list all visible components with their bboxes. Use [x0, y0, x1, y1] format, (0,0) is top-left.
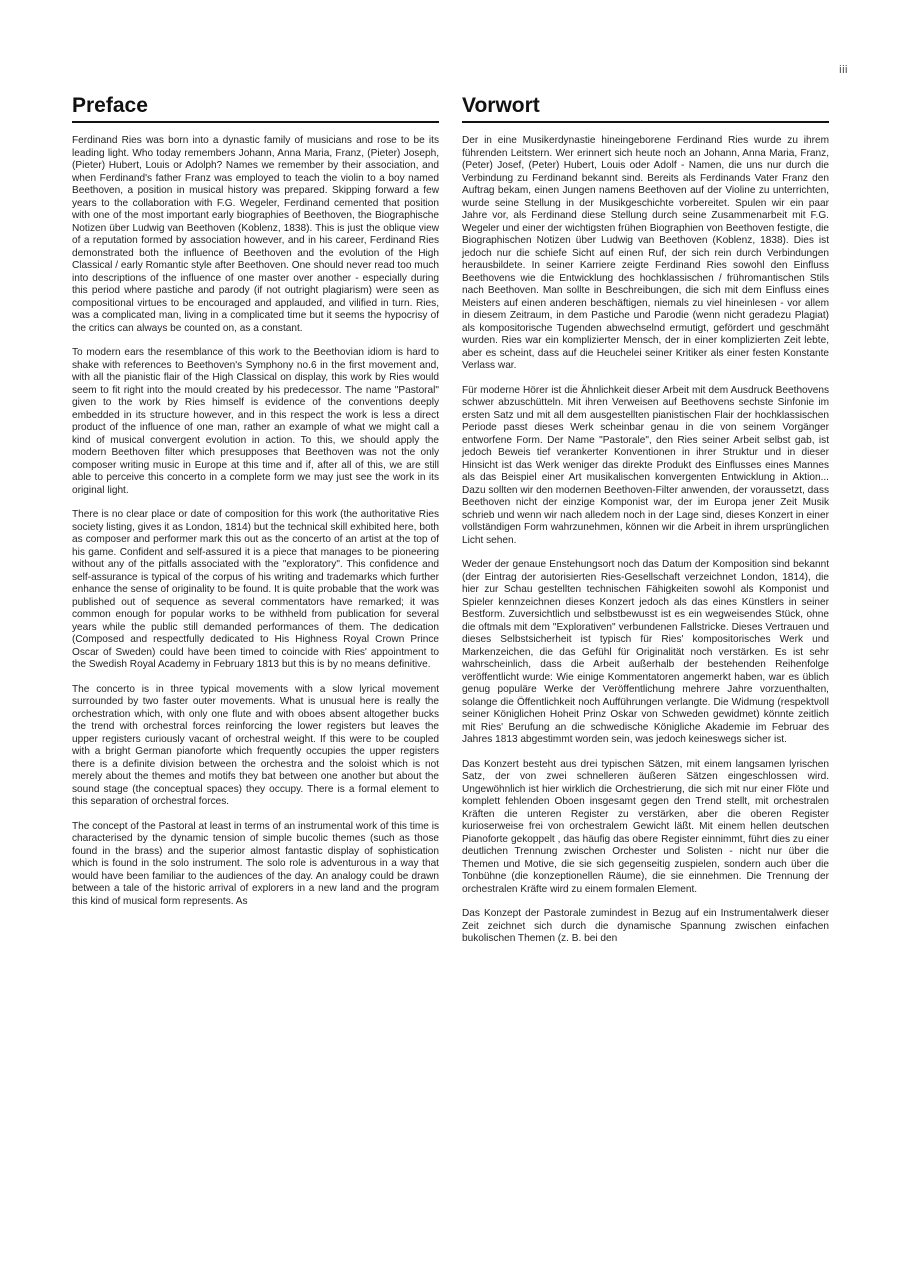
vorwort-paragraph-2: Für moderne Hörer ist die Ähnlichkeit dieser Arbeit mit dem Ausdruck Beethovens schwer abzuschütteln. Mit ihren Verweisen auf Beethovens sechste Sinfonie im ersten Satz und mit all dem ausgestellten pianistischen Flair der hochklassischen Periode passt dieses Werk scheinbar genau in die von seinem Vorgänger entworfene Form. Der Name "Pastorale", den Ries seiner Arbeit selbst gab, ist jedoch Beweis tief verankerter Konventionen in ihrer Struktur und in dieser Hinsicht ist das Werk weniger das direkte Produkt des Einflusses eines Mannes als das Beispiel einer Art musikalischen konvergenten Entwicklung in Aktion... Dazu sollten wir den modernen Beethoven-Filter anwenden, der voraussetzt, dass Beethoven nicht der einzige Komponist war, der im Europa jener Zeit Musik schrieb und wenn wir nach alledem noch in der Lage sind, dieses Konzert in einer vollständigen Form wahrzunehmen, können wir die Arbeit in ihrem ursprünglichen Licht sehen.	[462, 384, 829, 546]
preface-paragraph-4: The concerto is in three typical movements with a slow lyrical movement surrounded by two faster outer movements. What is unusual here is really the orchestration which, with only one flute and with oboes absent altogether bucks the trend with orchestral forces reinforcing the lower registers but leaves the upper registers curiously vacant of orchestral weight. If this were to be coupled with a bright German pianoforte which frequently occupies the upper registers there is a definite division between the orchestra and the soloist which is not merely about the themes and motifs they bat between one another but about the sound stage (the conceptual spaces) they occupy. There is a formal element to this separation of orchestral forces.	[72, 683, 439, 807]
preface-paragraph-3: There is no clear place or date of composition for this work (the authoritative Ries society listing, gives it as London, 1814) but the technical skill exhibited here, both as composer and performer mark this out as the concerto of an artist at the top of his game. Confident and self-assured it is a piece that manages to be pioneering without any of the pitfalls associated with the "exploratory". This confidence and self-assurance is typical of the corpus of his writing and trademarks which further enhance the sense of originality to be found. It is quite probable that the work was published out of sequence as several commentators have remarked; it was common enough for popular works to be withheld from publication for several years while the public still demanded performances of them. The dedication (Composed and respectfully dedicated to His Highness Royal Crown Prince Oscar of Sweden) could have been timed to coincide with Ries' appointment to the Swedish Royal Academy in February 1813 but this is by no means definitive.	[72, 509, 439, 670]
vorwort-paragraph-3: Weder der genaue Enstehungsort noch das Datum der Komposition sind bekannt (der Eintrag der autorisierten Ries-Gesellschaft verzeichnet London, 1814), die hier zur Schau gestellten technischen Fähigkeiten sowohl als Komponist und Spieler kennzeichnen dieses Konzert jedoch als das eines Künstlers in seiner Bestform. Zuversichtlich und selbstbewusst ist es ein wegweisendes Stück, ohne die oftmals mit dem "Explorativen" verbundenen Fallstricke. Dieses Vertrauen und dieses Selbstsicherheit ist typisch für Ries' kompositorisches Werk und Markenzeichen, die das Gefühl für Originalität noch verstärken. Es ist sehr wahrscheinlich, dass die Arbeit außerhalb der bestehenden Reihenfolge veröffentlicht wurde: Wie einige Kommentatoren angemerkt haben, war es üblich genug populäre Werke der Veröffentlichung mehrere Jahre vorzuenthalten, solange die Öffentlichkeit noch Aufführungen verlangte. Die Widmung (respektvoll seiner Königlichen Hoheit Prinz Oskar von Schweden gewidmet) könnte zeitlich mit Ries' Berufung an die schwedische Königliche Akademie im Februar des Jahres 1813 abgestimmt worden sein, was jedoch keineswegs sicher ist.	[462, 559, 829, 745]
vorwort-column	[462, 94, 829, 958]
vorwort-paragraph-1: Der in eine Musikerdynastie hineingeborene Ferdinand Ries wurde zu ihrem führenden Leitstern. Wer erinnert sich heute noch an Johann, Anna Maria, Franz, (Peter) Josef, (Peter) Hubert, Louis oder Adolf - Namen, die uns nur durch die Verbindung zu Ferdinand bekannt sind. Bereits als Ferdinands Vater Franz den Auftrag bekam, einen Jungen namens Beethoven auf der Violine zu unterrichten, wurde seine Stellung in der Musikgeschichte vorbereitet. Spulen wir ein paar Jahre vor, als Ferdinand diese Stellung durch seine Zusammenarbeit mit F.G. Wegeler und einer der wichtigsten frühen Biographien von Beethoven festigte, die Biographischen Notizen über Ludwig van Beethoven (Koblenz, 1838). Dies ist jedoch nur die schiefe Sicht auf einen Ruf, der sich rein durch Verbindungen herausbildete. In seiner Karriere zeigte Ferdinand Ries sowohl den Einfluss Beethovens wie die Entwicklung des hochklassischen / frühromantischen Stils nach Beethoven. Man sollte in Beschreibungen, die sich mit dem Einfluss eines Meisters auf einen anderen beschäftigen, niemals zu viel hineinlesen - vor allem in diesem Zeitraum, in dem Pastiche und Parodie (wenn nicht geradezu Plagiat) als kompositorische Tugenden abwechselnd ermutigt, gefördert und geschmäht wurden. Ries war ein komplizierter Mensch, der in einer komplizierten Zeit lebte, aber es scheint, dass auf die Heuchelei seiner Kritiker als einer festen Konstante Verlass war.	[462, 135, 829, 371]
vorwort-body	[462, 135, 829, 946]
preface-column	[72, 94, 439, 920]
preface-paragraph-5: The concept of the Pastoral at least in terms of an instrumental work of this time is characterised by the dynamic tension of simple bucolic themes (such as those found in the brass) and the superior almost fantastic display of sophistication which is found in the solo instrument. The solo role is adventurous in a way that would have been familiar to the audiences of the day. An analogy could be drawn between a tale of the historic arrival of explorers in a new land and the program this kind of musical form represents. As	[72, 820, 439, 907]
vorwort-heading: Vorwort	[462, 94, 829, 123]
preface-heading: Preface	[72, 94, 439, 123]
vorwort-paragraph-4: Das Konzert besteht aus drei typischen Sätzen, mit einem langsamen lyrischen Satz, der von zwei schnelleren äußeren Sätzen eingeschlossen wird. Ungewöhnlich ist hier wirklich die Orchestrierung, die sich mit nur einer Flöte und komplett fehlenden Oboen insgesamt gegen den Trend stellt, mit orchestralen Kräften die unteren Register zu verstärken, aber die oberen Register kurioserweise frei von orchestralem Gewicht läßt. Mit einem hellen deutschen Pianoforte gekoppelt , das häufig das obere Register einnimmt, führt dies zu einer deutlichen Trennung zwischen Orchester und Solisten - nicht nur über die Themen und Motive, die sie sich gegenseitig zuspielen, sondern auch über die Tonbühne (die konzeptionellen Räume), die sie einnehmen. Die Trennung der orchestralen Kräfte wird zu einem formalen Element.	[462, 758, 829, 895]
preface-paragraph-1: Ferdinand Ries was born into a dynastic family of musicians and rose to be its leading light. Who today remembers Johann, Anna Maria, Franz, (Pieter) Joseph, (Pieter) Hubert, Louis or Adolph? Names we remember by their association, and when Ferdinand's father Franz was employed to teach the violin to a boy named Beethoven, a position in musical history was prepared. Skipping forward a few years to the collaboration with F.G. Wegeler, Ferdinand cemented that position with one of the most important early biographies of Beethoven, the Biographische Notizen über Ludwig van Beethoven (Koblenz, 1838). This is just the oblique view of a reputation formed by association however, and in his career, Ferdinand Ries demonstrated both the influence of Beethoven and the evolution of the High Classical / early Romantic style after Beethoven. One should never read too much into descriptions of the influence of one master over another - especially during this period where pastiche and parody (if not outright plagiarism) were seen as compositional virtues to be encouraged and applauded, and vilified in turn. Ries, was a complicated man, living in a complicated time but it seems the hypocrisy of the critics can always be counted on, as a constant.	[72, 135, 439, 334]
vorwort-paragraph-5: Das Konzept der Pastorale zumindest in Bezug auf ein Instrumentalwerk dieser Zeit zeichnet sich durch die dynamische Spannung zwischen einfachen bukolischen Themen (z. B. bei den	[462, 908, 829, 944]
page-number: iii	[839, 64, 848, 76]
preface-body	[72, 135, 439, 908]
preface-paragraph-2: To modern ears the resemblance of this work to the Beethovian idiom is hard to shake with references to Beethoven's Symphony no.6 in the first movement and, with all the pianistic flair of the High Classical on display, this work by Ries would seem to fit right into the mould created by his predecessor. The name "Pastoral" given to the work by Ries himself is evidence of the conventions deeply embedded in its structure however, and in this respect the work is less a direct product of the influence of one man, rather an example of what we might call a kind of musical convergent evolution in action. To this, we should apply the modern Beethoven filter which presupposes that Beethoven was not the only composer writing music in Europe at this time and if, after all of this, we are still able to perceive this concerto in a complete form we may just see the work in its original light.	[72, 347, 439, 496]
